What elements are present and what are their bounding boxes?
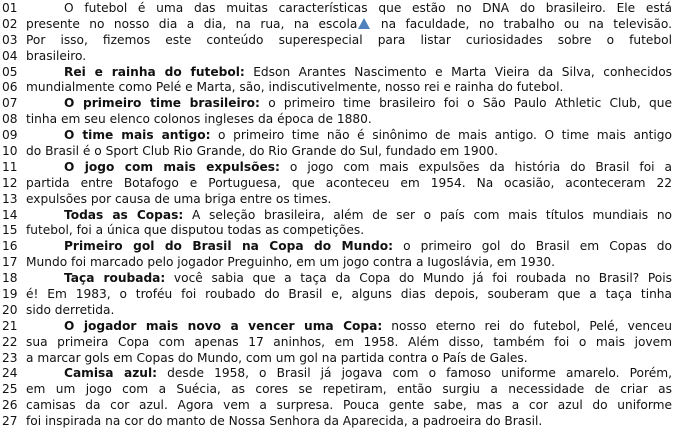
line-text xyxy=(26,382,674,398)
text-line xyxy=(2,398,674,414)
body-text: brasileiro. xyxy=(26,48,87,63)
text-line xyxy=(2,335,674,351)
text-line xyxy=(2,80,674,96)
text-line xyxy=(2,1,674,17)
text-line xyxy=(2,239,674,255)
line-text xyxy=(26,223,674,239)
line-number: 02 xyxy=(2,16,18,31)
topic-heading: Camisa azul: xyxy=(64,366,158,381)
line-text xyxy=(26,335,674,351)
text-line xyxy=(2,192,674,208)
body-text: mundialmente como Pelé e Marta, são, indiscutivelmente, nosso rei e rainha do futebol. xyxy=(26,80,564,95)
text-line xyxy=(2,96,674,112)
body-text: A seleção brasileira, além de ser o país com mais títulos mundiais no xyxy=(183,207,672,222)
line-number: 18 xyxy=(2,271,18,286)
body-text: Edson Arantes Nascimento e Marta Vieira da Silva, conhecidos xyxy=(244,64,672,79)
text-line xyxy=(2,382,674,398)
text-line xyxy=(2,255,674,271)
line-number: 27 xyxy=(2,414,18,429)
line-number: 09 xyxy=(2,128,18,143)
body-text: na faculdade, no trabalho ou na televisão. xyxy=(371,16,672,31)
topic-heading: Primeiro gol do Brasil na Copa do Mundo: xyxy=(64,239,393,254)
body-text: o primeiro time brasileiro foi o São Paulo Athletic Club, que xyxy=(259,96,672,111)
body-text: futebol, foi a única que disputou todas as competições. xyxy=(26,223,365,238)
text-line xyxy=(2,33,674,49)
text-line xyxy=(2,128,674,144)
line-text xyxy=(26,176,674,192)
line-number: 22 xyxy=(2,334,18,349)
line-text xyxy=(26,239,674,255)
text-line xyxy=(2,65,674,81)
line-number: 26 xyxy=(2,398,18,413)
body-text: você sabia que a taça da Copa do Mundo já foi roubada no Brasil? Pois xyxy=(165,271,672,286)
body-text: tinha em seu elenco colonos ingleses da época de 1880. xyxy=(26,112,372,127)
body-text: presente no nosso dia a dia, na rua, na escola xyxy=(26,16,358,31)
line-number: 16 xyxy=(2,239,18,254)
line-text xyxy=(26,112,674,128)
line-text xyxy=(26,255,674,271)
body-text: Mundo foi marcado pelo jogador Preguinho, em um jogo contra a Iugoslávia, em 1930. xyxy=(26,255,555,270)
topic-heading: Taça roubada: xyxy=(64,271,166,286)
line-number: 05 xyxy=(2,64,18,79)
body-text: partida entre Botafogo e Portuguesa, que aconteceu em 1954. Na ocasião, aconteceram 22 xyxy=(26,175,672,190)
text-line xyxy=(2,160,674,176)
body-text: é! Em 1983, o troféu foi roubado do Brasil e, alguns dias depois, souberam que a taça tinha xyxy=(26,287,672,302)
text-line xyxy=(2,112,674,128)
body-text: a marcar gols em Copas do Mundo, com um gol na partida contra o País de Gales. xyxy=(26,350,528,365)
triangle-marker-icon xyxy=(358,18,370,29)
line-number: 23 xyxy=(2,350,18,365)
line-text xyxy=(26,33,674,49)
line-number: 13 xyxy=(2,191,18,206)
line-text xyxy=(26,414,674,430)
topic-heading: O jogo com mais expulsões: xyxy=(64,159,280,174)
line-number: 17 xyxy=(2,255,18,270)
text-line xyxy=(2,176,674,192)
body-text: o primeiro time não é sinônimo de mais antigo. O time mais antigo xyxy=(210,128,672,143)
line-text xyxy=(26,208,674,224)
text-line xyxy=(2,319,674,335)
text-line xyxy=(2,287,674,303)
line-text xyxy=(26,17,674,33)
line-number: 21 xyxy=(2,318,18,333)
text-line xyxy=(2,144,674,160)
line-text xyxy=(26,128,674,144)
line-text xyxy=(26,80,674,96)
text-line xyxy=(2,414,674,430)
line-text xyxy=(26,144,674,160)
line-number: 14 xyxy=(2,207,18,222)
line-text xyxy=(26,303,674,319)
text-line xyxy=(2,223,674,239)
line-number: 15 xyxy=(2,223,18,238)
text-line xyxy=(2,366,674,382)
body-text: O futebol é uma das muitas características que estão no DNA do brasileiro. Ele está xyxy=(64,1,672,15)
line-number: 12 xyxy=(2,175,18,190)
text-line xyxy=(2,271,674,287)
body-text: sido derretida. xyxy=(26,302,115,317)
body-text: sua primeira Copa com apenas 17 aninhos, em 1958. Além disso, também foi o mais jovem xyxy=(26,334,672,349)
text-line xyxy=(2,17,674,33)
line-number: 24 xyxy=(2,366,18,381)
text-line xyxy=(2,351,674,367)
topic-heading: Rei e rainha do futebol: xyxy=(64,64,245,79)
line-number: 20 xyxy=(2,302,18,317)
line-number: 04 xyxy=(2,48,18,63)
body-text: desde 1958, o Brasil já jogava com o famoso uniforme amarelo. Porém, xyxy=(157,366,672,381)
line-number: 11 xyxy=(2,159,18,174)
body-text: em um jogo com a Suécia, as cores se repetiram, então surgiu a necessidade de criar as xyxy=(26,382,672,397)
text-line xyxy=(2,208,674,224)
body-text: camisas da cor azul. Agora vem a surpresa. Pouca gente sabe, mas a cor azul do uniforme xyxy=(26,398,672,413)
line-number: 10 xyxy=(2,144,18,159)
line-text xyxy=(26,319,674,335)
line-text xyxy=(26,160,674,176)
line-text xyxy=(26,287,674,303)
body-text: do Brasil é o Sport Club Rio Grande, do Rio Grande do Sul, fundado em 1900. xyxy=(26,144,499,159)
body-text: Por isso, fizemos este conteúdo superespecial para listar curiosidades sobre o futebol xyxy=(26,32,672,47)
line-text xyxy=(26,65,674,81)
line-number: 03 xyxy=(2,32,18,47)
body-text: o primeiro gol do Brasil em Copas do xyxy=(393,239,672,254)
line-text xyxy=(26,96,674,112)
body-text: expulsões por causa de uma briga entre os times. xyxy=(26,191,332,206)
body-text: foi inspirada na cor do manto de Nossa Senhora da Aparecida, a padroeira do Brasil. xyxy=(26,414,543,429)
line-number: 19 xyxy=(2,287,18,302)
line-text xyxy=(26,49,674,65)
line-number: 01 xyxy=(2,1,18,15)
line-number: 06 xyxy=(2,80,18,95)
line-text xyxy=(26,1,674,17)
numbered-text-document xyxy=(2,1,674,430)
text-line xyxy=(2,303,674,319)
topic-heading: O jogador mais novo a vencer uma Copa: xyxy=(64,318,383,333)
topic-heading: O time mais antigo: xyxy=(64,128,211,143)
topic-heading: Todas as Copas: xyxy=(64,207,184,222)
body-text: nosso eterno rei do futebol, Pelé, venceu xyxy=(382,318,672,333)
line-text xyxy=(26,366,674,382)
line-number: 25 xyxy=(2,382,18,397)
line-text xyxy=(26,351,674,367)
line-text xyxy=(26,398,674,414)
text-line xyxy=(2,49,674,65)
line-text xyxy=(26,271,674,287)
line-number: 08 xyxy=(2,112,18,127)
topic-heading: O primeiro time brasileiro: xyxy=(64,96,260,111)
body-text: o jogo com mais expulsões da história do Brasil foi a xyxy=(279,159,673,174)
line-number: 07 xyxy=(2,96,18,111)
line-text xyxy=(26,192,674,208)
